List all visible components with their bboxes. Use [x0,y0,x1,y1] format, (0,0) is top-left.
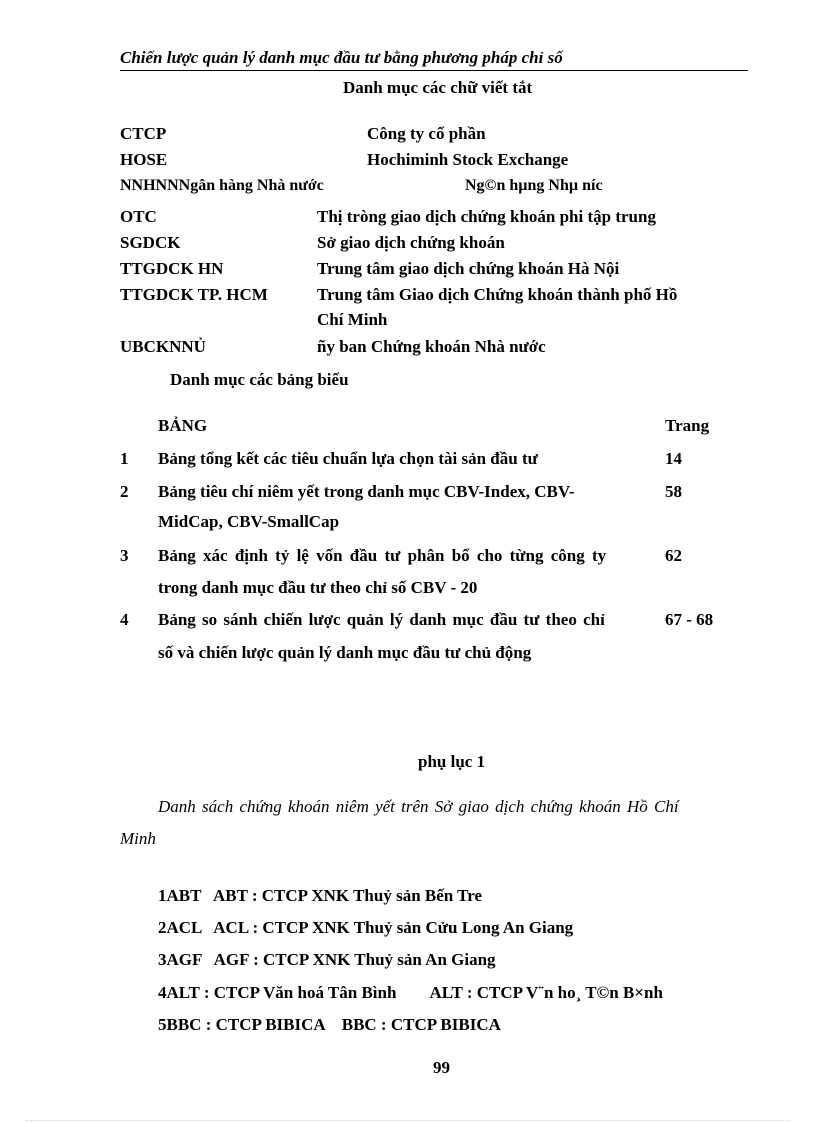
table-title: Bảng xác định tỷ lệ vốn đầu tư phân bổ cho từng công ty [158,546,607,565]
abbr-code: UBCKNNỦ [120,337,206,356]
tables-header-page: Trang [665,416,710,435]
list-item: 3AGF AGF : CTCP XNK Thuỷ sản An Giang [158,950,496,969]
running-header: Chiến lược quản lý danh mục đầu tư bằng phương pháp chỉ số [120,48,748,71]
tables-header-label: BẢNG [158,416,208,435]
table-page: 58 [665,482,682,501]
abbr-code: TTGDCK TP. HCM [120,285,268,304]
table-title: Bảng so sánh chiến lược quản lý danh mục đầu tư theo chỉ [158,610,605,629]
appendix-description: Danh sách chứng khoán niêm yết trên Sở giao dịch chứng khoán Hồ Chí [158,797,679,816]
abbr-code: OTC [120,207,157,226]
list-item: 4ALT : CTCP Văn hoá Tân Bình ALT : CTCP V¨n ho¸ T©n B×nh [158,983,663,1002]
abbr-code: TTGDCK HN [120,259,224,278]
abbr-meaning: Hochiminh Stock Exchange [367,150,569,169]
abbr-meaning: Trung tâm giao dịch chứng khoán Hà Nội [317,259,620,278]
table-num: 3 [120,546,129,565]
table-page: 62 [665,546,682,565]
abbr-meaning-cont: Chí Minh [317,310,388,329]
tables-title: Danh mục các bảng biểu [170,370,349,389]
list-item: 2ACL ACL : CTCP XNK Thuỷ sản Cửu Long An Giang [158,918,574,937]
table-num: 2 [120,482,129,501]
page-number: 99 [433,1058,450,1077]
table-page: 14 [665,449,682,468]
table-title-cont: số và chiến lược quản lý danh mục đầu tư chủ động [158,643,532,662]
abbr-code: CTCP [120,124,167,143]
table-title-cont: trong danh mục đầu tư theo chỉ số CBV - 20 [158,578,478,597]
table-title: Bảng tiêu chí niêm yết trong danh mục CBV-Index, CBV- [158,482,575,501]
table-num: 1 [120,449,129,468]
appendix-title: phụ lục 1 [418,752,486,771]
list-item: 5BBC : CTCP BIBICA BBC : CTCP BIBICA [158,1015,501,1034]
page-bottom-rule [26,1120,790,1121]
abbr-meaning: Công ty cổ phần [367,124,486,143]
abbr-meaning: ñy ban Chứng khoán Nhà nước [317,337,546,356]
abbr-meaning: Trung tâm Giao dịch Chứng khoán thành phố Hồ [317,285,678,304]
abbr-meaning: Ng©n hµng Nhµ níc [465,177,603,194]
table-title: Bảng tổng kết các tiêu chuẩn lựa chọn tài sản đầu tư [158,449,538,468]
table-title-cont: MidCap, CBV-SmallCap [158,512,340,531]
abbreviations-title: Danh mục các chữ viết tắt [343,78,533,97]
table-num: 4 [120,610,129,629]
abbr-code: HOSE [120,150,168,169]
abbr-meaning: Thị tròng giao dịch chứng khoán phi tập trung [317,207,656,226]
appendix-description-cont: Minh [120,829,156,848]
abbr-code: SGDCK [120,233,181,252]
abbr-meaning: Sở giao dịch chứng khoán [317,233,505,252]
table-page: 67 - 68 [665,610,714,629]
list-item: 1ABT ABT : CTCP XNK Thuỷ sản Bến Tre [158,886,483,905]
abbr-code: NNHNNNgân hàng Nhà nước [120,177,324,194]
